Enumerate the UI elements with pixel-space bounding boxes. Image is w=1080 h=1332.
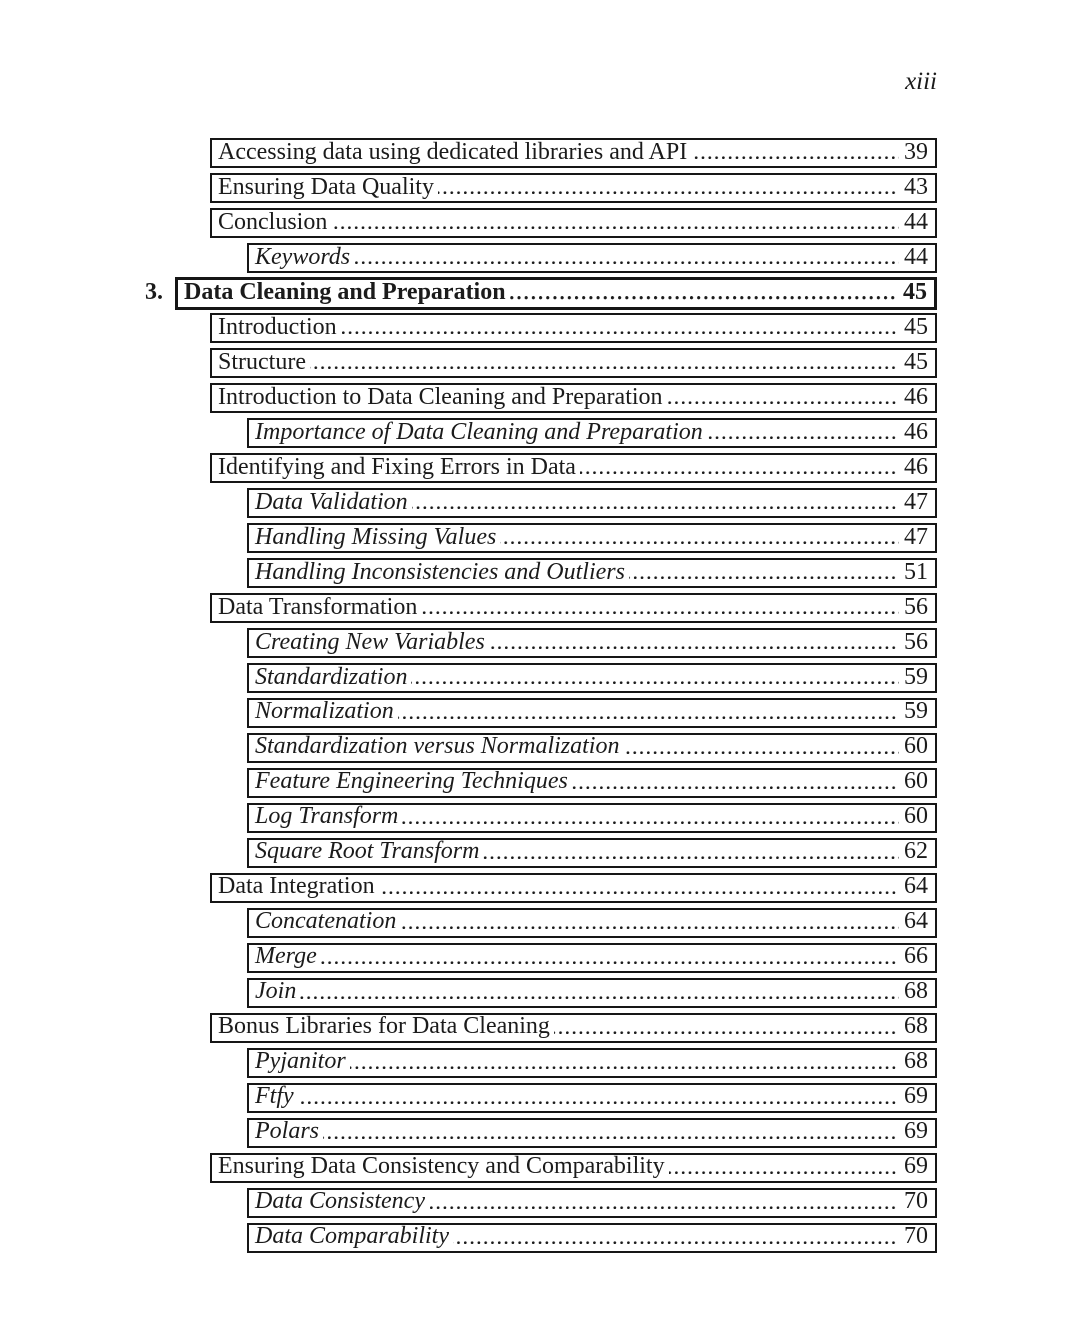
toc-entry-page: 70 — [904, 1223, 928, 1250]
toc-entry — [247, 800, 937, 835]
dot-leader — [580, 471, 899, 475]
toc-entry-page: 45 — [904, 348, 928, 375]
toc-entry-link-box[interactable] — [247, 1048, 937, 1078]
chapter-number: 3. — [145, 279, 163, 306]
toc-entry-link-box[interactable] — [247, 943, 937, 973]
toc-entry — [247, 905, 937, 940]
toc-entry-link-box[interactable] — [247, 698, 937, 728]
dot-leader — [350, 1066, 899, 1070]
toc-entry-page: 46 — [904, 453, 928, 480]
toc-entry-label: Keywords — [255, 243, 351, 270]
toc-entry — [247, 835, 937, 870]
toc-entry-link-box[interactable] — [210, 208, 937, 238]
toc-entry-page: 47 — [904, 488, 928, 515]
toc-entry — [247, 696, 937, 731]
toc-entry — [247, 730, 937, 765]
dot-leader — [321, 961, 899, 965]
toc-entry-link-box[interactable] — [247, 558, 937, 588]
toc-entry-label: Identifying and Fixing Errors in Data — [218, 453, 576, 480]
toc-entry — [247, 1185, 937, 1220]
toc-entry — [210, 381, 937, 416]
toc-entry — [247, 416, 937, 451]
toc-entry-page: 45 — [904, 313, 928, 340]
dot-leader — [400, 926, 899, 930]
toc-entry-page: 51 — [904, 558, 928, 585]
toc-entry-label: Merge — [255, 943, 317, 970]
toc-entry-page: 56 — [904, 593, 928, 620]
toc-entry-label: Data Consistency — [255, 1188, 425, 1215]
toc-entry-link-box[interactable] — [247, 1118, 937, 1148]
toc-entry-label: Data Validation — [255, 488, 408, 515]
toc-entry-label: Feature Engineering Techniques — [255, 768, 568, 795]
dot-leader — [707, 436, 899, 440]
toc-entry-link-box[interactable] — [247, 523, 937, 553]
toc-entry-label: Normalization — [255, 698, 394, 725]
toc-entry-page: 59 — [904, 663, 928, 690]
toc-entry — [247, 975, 937, 1010]
toc-entry-link-box[interactable] — [210, 138, 937, 168]
dot-leader — [300, 996, 899, 1000]
toc-entry-label: Concatenation — [255, 908, 397, 935]
toc-entry-link-box[interactable] — [210, 348, 937, 378]
toc-entry — [210, 206, 937, 241]
toc-entry-page: 60 — [904, 733, 928, 760]
toc-entry-link-box[interactable] — [247, 908, 937, 938]
toc-entry-link-box[interactable] — [210, 383, 937, 413]
toc-entry-label: Join — [255, 978, 297, 1005]
dot-leader — [341, 331, 899, 335]
toc-entry — [247, 556, 937, 591]
dot-leader — [310, 366, 899, 370]
toc-entry-link-box[interactable] — [210, 1013, 937, 1043]
toc-entry-page: 43 — [904, 173, 928, 200]
toc-entry — [210, 1010, 937, 1045]
dot-leader — [623, 751, 899, 755]
toc-entry-label: Structure — [218, 348, 306, 375]
toc-entry — [247, 521, 937, 556]
toc-list — [0, 136, 937, 1255]
toc-entry-page: 68 — [904, 978, 928, 1005]
toc-entry — [210, 346, 937, 381]
toc-entry-label: Pyjanitor — [255, 1048, 346, 1075]
toc-entry-link-box[interactable] — [247, 1188, 937, 1218]
toc-entry — [210, 451, 937, 486]
toc-entry — [247, 241, 937, 276]
toc-entry-label: Bonus Libraries for Data Cleaning — [218, 1013, 550, 1040]
toc-entry — [210, 1150, 937, 1185]
toc-entry — [247, 765, 937, 800]
toc-entry — [210, 136, 937, 171]
toc-entry-page: 60 — [904, 768, 928, 795]
toc-entry-page: 69 — [904, 1153, 928, 1180]
toc-entry-page: 66 — [904, 943, 928, 970]
toc-entry-page: 64 — [904, 873, 928, 900]
dot-leader — [572, 786, 899, 790]
toc-entry-link-box[interactable] — [247, 768, 937, 798]
toc-entry-label: Standardization — [255, 663, 408, 690]
toc-entry-label: Data Cleaning and Preparation — [184, 278, 506, 305]
dot-leader — [331, 226, 899, 230]
dot-leader — [691, 156, 899, 160]
toc-entry-link-box[interactable] — [247, 838, 937, 868]
toc-entry — [210, 171, 937, 206]
toc-entry-link-box[interactable] — [247, 243, 937, 273]
toc-entry-page: 44 — [904, 208, 928, 235]
page-folio: xiii — [905, 68, 937, 95]
toc-entry-label: Handling Inconsistencies and Outliers — [255, 558, 625, 585]
toc-entry-link-box[interactable] — [210, 1153, 937, 1183]
toc-entry — [210, 591, 937, 626]
toc-entry-label: Conclusion — [218, 208, 328, 235]
toc-entry-label: Ftfy — [255, 1083, 294, 1110]
toc-entry — [210, 870, 937, 905]
toc-entry-label: Data Transformation — [218, 593, 418, 620]
toc-entry-link-box[interactable] — [247, 1083, 937, 1113]
toc-entry-label: Log Transform — [255, 803, 399, 830]
toc-entry-page: 46 — [904, 383, 928, 410]
toc-entry-label: Square Root Transform — [255, 838, 480, 865]
toc-entry — [247, 1115, 937, 1150]
dot-leader — [669, 1171, 899, 1175]
toc-entry — [247, 940, 937, 975]
toc-entry-link-box[interactable] — [247, 733, 937, 763]
toc-entry-label: Polars — [255, 1118, 320, 1145]
toc-entry-link-box[interactable] — [210, 593, 937, 623]
toc-entry-label: Accessing data using dedicated libraries and API — [218, 138, 688, 165]
toc-entry-page: 56 — [904, 628, 928, 655]
toc-entry-link-box[interactable] — [210, 313, 937, 343]
dot-leader — [379, 891, 899, 895]
toc-entry-label: Introduction to Data Cleaning and Preparation — [218, 383, 663, 410]
dot-leader — [453, 1241, 899, 1245]
dot-leader — [510, 296, 898, 300]
dot-leader — [411, 681, 899, 685]
toc-entry — [247, 1220, 937, 1255]
toc-entry-page: 68 — [904, 1013, 928, 1040]
dot-leader — [298, 1101, 899, 1105]
dot-leader — [429, 1206, 899, 1210]
toc-entry-page: 47 — [904, 523, 928, 550]
toc-entry-link-box[interactable] — [247, 1223, 937, 1253]
toc-entry-link-box[interactable] — [247, 418, 937, 448]
toc-entry-page: 69 — [904, 1118, 928, 1145]
dot-leader — [629, 576, 899, 580]
toc-entry — [210, 311, 937, 346]
dot-leader — [483, 856, 899, 860]
toc-entry-page: 68 — [904, 1048, 928, 1075]
toc-entry-label: Handling Missing Values — [255, 523, 497, 550]
dot-leader — [354, 261, 899, 265]
toc-entry-page: 70 — [904, 1188, 928, 1215]
toc-entry-page: 62 — [904, 838, 928, 865]
toc-entry-link-box[interactable] — [210, 173, 937, 203]
toc-entry-link-box[interactable] — [175, 277, 937, 310]
toc-entry-label: Importance of Data Cleaning and Preparation — [255, 418, 703, 445]
dot-leader — [667, 401, 899, 405]
toc-entry — [247, 661, 937, 696]
toc-entry-link-box[interactable] — [247, 663, 937, 693]
toc-entry-page: 39 — [904, 138, 928, 165]
toc-entry-link-box[interactable] — [247, 803, 937, 833]
dot-leader — [421, 611, 899, 615]
toc-entry-page: 69 — [904, 1083, 928, 1110]
toc-entry — [247, 486, 937, 521]
toc-entry-page: 45 — [903, 278, 927, 305]
toc-entry-label: Creating New Variables — [255, 628, 485, 655]
toc-entry-page: 64 — [904, 908, 928, 935]
toc-entry-page: 59 — [904, 698, 928, 725]
toc-entry-label: Introduction — [218, 313, 337, 340]
dot-leader — [398, 716, 899, 720]
toc-entry-link-box[interactable] — [247, 488, 937, 518]
toc-entry — [145, 276, 937, 311]
toc-entry-label: Standardization versus Normalization — [255, 733, 620, 760]
dot-leader — [438, 191, 899, 195]
toc-entry — [247, 1045, 937, 1080]
dot-leader — [323, 1136, 899, 1140]
toc-entry-page: 46 — [904, 418, 928, 445]
dot-leader — [500, 541, 899, 545]
toc-entry-label: Ensuring Data Consistency and Comparability — [218, 1153, 665, 1180]
toc-entry-link-box[interactable] — [210, 873, 937, 903]
toc-entry-page: 44 — [904, 243, 928, 270]
toc-entry — [247, 626, 937, 661]
toc-entry — [247, 1080, 937, 1115]
toc-entry-link-box[interactable] — [247, 978, 937, 1008]
toc-entry-label: Ensuring Data Quality — [218, 173, 434, 200]
dot-leader — [402, 821, 899, 825]
toc-entry-page: 60 — [904, 803, 928, 830]
toc-entry-label: Data Integration — [218, 873, 375, 900]
dot-leader — [412, 506, 899, 510]
toc-entry-link-box[interactable] — [247, 628, 937, 658]
toc-entry-link-box[interactable] — [210, 453, 937, 483]
dot-leader — [489, 646, 899, 650]
dot-leader — [554, 1031, 899, 1035]
toc-entry-label: Data Comparability — [255, 1223, 450, 1250]
